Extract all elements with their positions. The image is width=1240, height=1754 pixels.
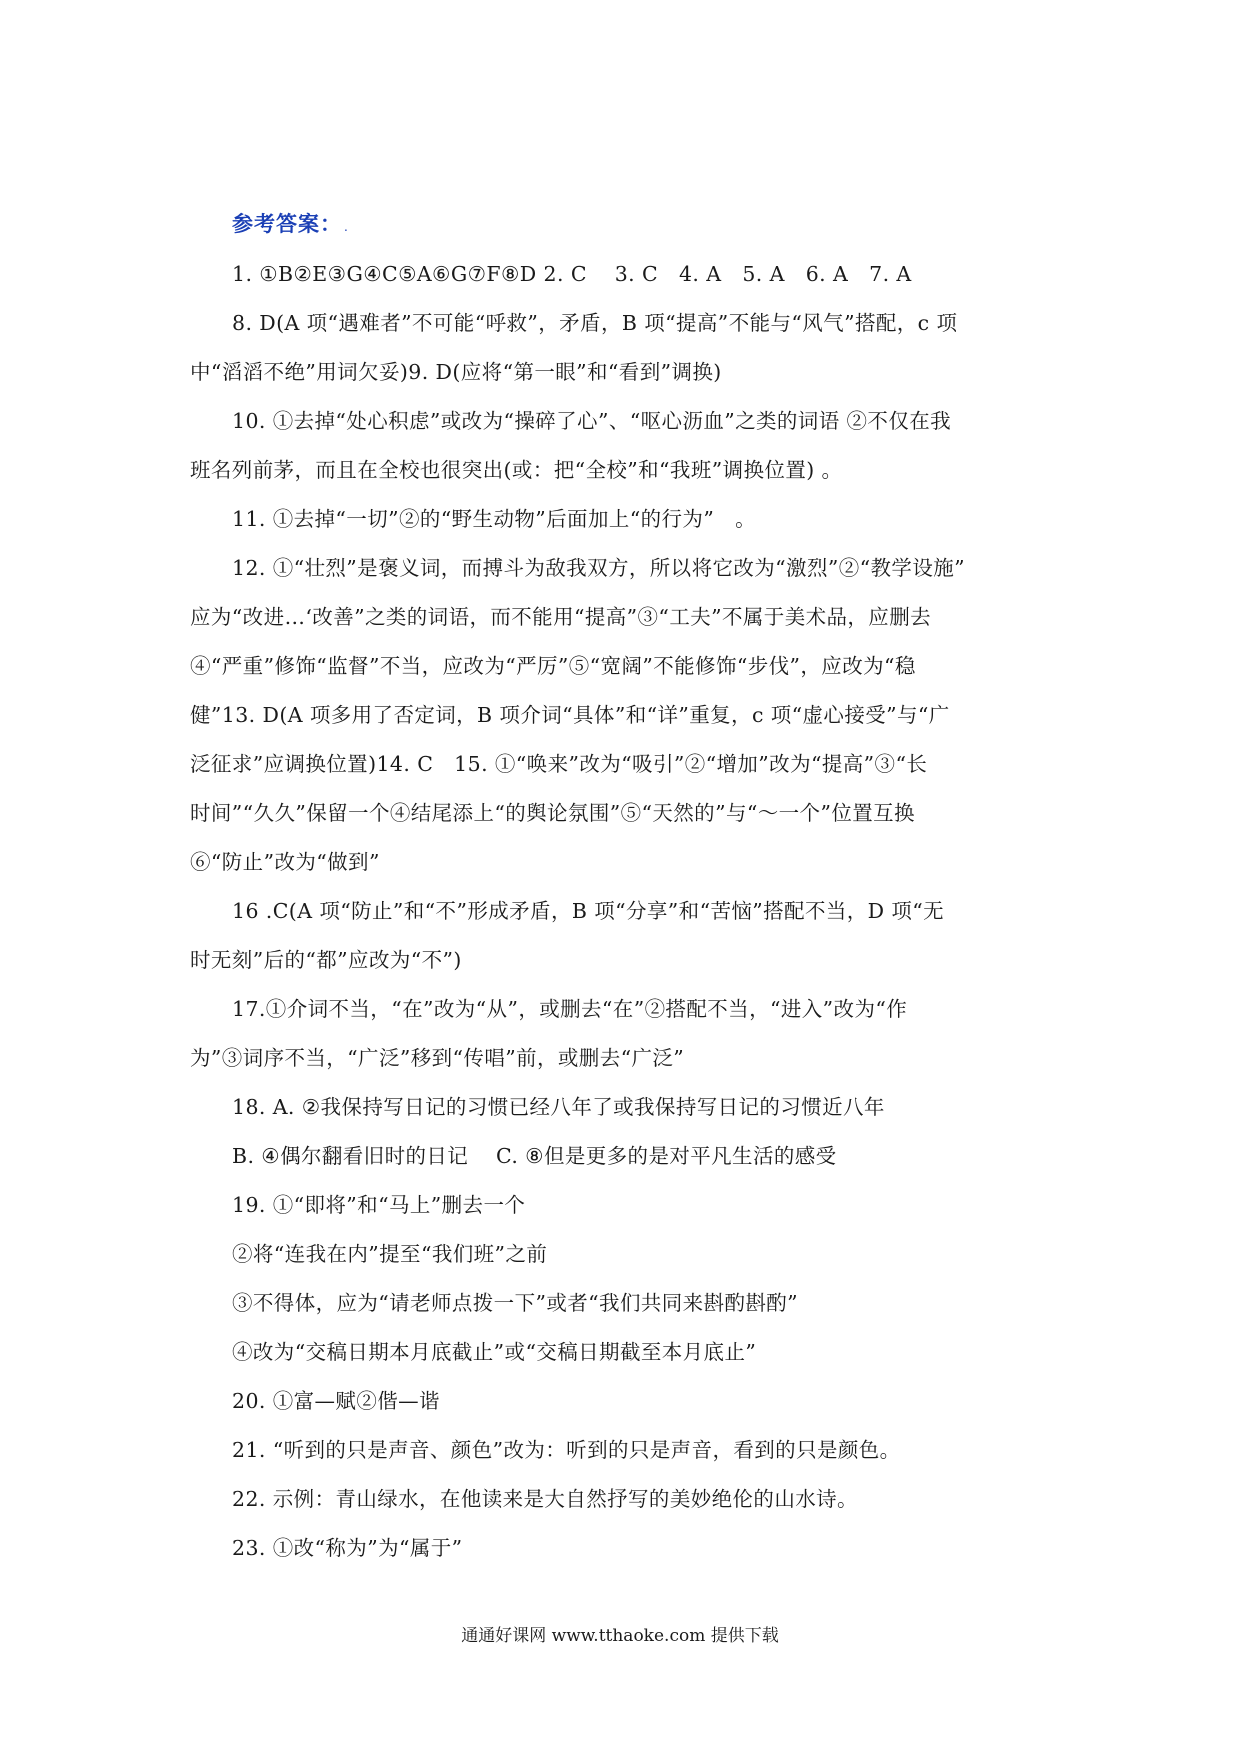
answer-line: ④“严重”修饰“监督”不当，应改为“严厉”⑤“宽阔”不能修饰“步伐”，应改为“稳	[190, 654, 916, 678]
answer-line: 应为“改进…‘改善”之类的词语，而不能用“提高”③“工夫”不属于美术品，应删去	[190, 605, 931, 629]
answer-line: 泛征求”应调换位置)14. C 15. ①“唤来”改为“吸引”②“增加”改为“提高”③“长	[190, 752, 928, 776]
answer-line: 时间”“久久”保留一个④结尾添上“的舆论氛围”⑤“天然的”与“～一个”位置互换	[190, 801, 915, 825]
answer-line: 时无刻”后的“都”应改为“不”)	[190, 948, 462, 972]
heading-mark: .	[344, 220, 349, 234]
answer-line: 22. 示例：青山绿水，在他读来是大自然抒写的美妙绝伦的山水诗。	[232, 1487, 858, 1511]
answer-line: 17.①介词不当，“在”改为“从”，或删去“在”②搭配不当，“进入”改为“作	[232, 997, 908, 1021]
answer-line: 23. ①改“称为”为“属于”	[232, 1536, 463, 1560]
answer-line: 19. ①“即将”和“马上”删去一个	[232, 1193, 526, 1217]
answer-line: ③不得体，应为“请老师点拨一下”或者“我们共同来斟酌斟酌”	[232, 1291, 799, 1315]
answer-line: 21. “听到的只是声音、颜色”改为：听到的只是声音，看到的只是颜色。	[232, 1438, 901, 1462]
answer-line: 中“滔滔不绝”用词欠妥)9. D(应将“第一眼”和“看到”调换)	[190, 360, 722, 384]
answer-line: 16 .C(A 项“防止”和“不”形成矛盾，B 项“分享”和“苦恼”搭配不当，D 项“无	[232, 899, 945, 923]
answer-heading	[232, 208, 349, 238]
answer-heading-text: 参考答案：	[232, 212, 342, 236]
answer-line: ⑥“防止”改为“做到”	[190, 850, 380, 874]
answer-line: ④改为“交稿日期本月底截止”或“交稿日期截至本月底止”	[232, 1340, 757, 1364]
answer-line: 18. A. ②我保持写日记的习惯已经八年了或我保持写日记的习惯近八年	[232, 1095, 885, 1119]
answer-line: 10. ①去掉“处心积虑”或改为“操碎了心”、“呕心沥血”之类的词语 ②不仅在我	[232, 409, 952, 433]
answer-line: 班名列前茅，而且在全校也很突出(或：把“全校”和“我班”调换位置) 。	[190, 458, 843, 482]
answer-line: 11. ①去掉“一切”②的“野生动物”后面加上“的行为” 。	[232, 507, 756, 531]
page-footer: 通通好课网 www.tthaoke.com 提供下载	[461, 1626, 779, 1646]
answer-line: 12. ①“壮烈”是褒义词，而搏斗为敌我双方，所以将它改为“激烈”②“教学设施”	[232, 556, 965, 580]
answer-line: B. ④偶尔翻看旧时的日记 C. ⑧但是更多的是对平凡生活的感受	[232, 1144, 837, 1168]
answer-line: 为”③词序不当，“广泛”移到“传唱”前，或删去“广泛”	[190, 1046, 685, 1070]
answer-line: 1. ①B②E③G④C⑤A⑥G⑦F⑧D 2. C 3. C 4. A 5. A 6. A 7. A	[232, 262, 912, 286]
answer-line: 8. D(A 项“遇难者”不可能“呼救”，矛盾，B 项“提高”不能与“风气”搭配，c 项	[232, 311, 958, 335]
answer-line: 20. ①富—赋②偕—谐	[232, 1389, 440, 1413]
answer-line: ②将“连我在内”提至“我们班”之前	[232, 1242, 548, 1266]
answer-line: 健”13. D(A 项多用了否定词，B 项介词“具体”和“详”重复，c 项“虚心接受”与“广	[190, 703, 950, 727]
